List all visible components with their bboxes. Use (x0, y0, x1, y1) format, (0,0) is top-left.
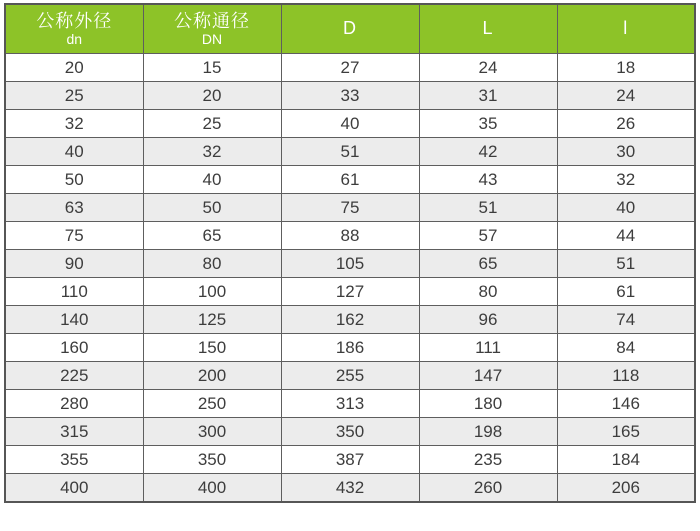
column-header-l (557, 4, 695, 54)
table-cell: 35 (419, 110, 557, 138)
table-row (5, 474, 695, 503)
table-cell: 300 (143, 418, 281, 446)
table-row (5, 166, 695, 194)
column-header-dn (5, 4, 143, 54)
table-cell: 96 (419, 306, 557, 334)
table-cell: 180 (419, 390, 557, 418)
table-cell: 313 (281, 390, 419, 418)
table-header (5, 4, 695, 54)
table-cell: 160 (5, 334, 143, 362)
column-header-D-label: D (343, 18, 357, 39)
table-row (5, 418, 695, 446)
table-cell: 75 (281, 194, 419, 222)
table-header-row (5, 4, 695, 54)
table-cell: 140 (5, 306, 143, 334)
table-cell: 33 (281, 82, 419, 110)
table-row (5, 138, 695, 166)
table-cell: 43 (419, 166, 557, 194)
table-cell: 200 (143, 362, 281, 390)
table-cell: 225 (5, 362, 143, 390)
table-row (5, 222, 695, 250)
table-cell: 44 (557, 222, 695, 250)
table-cell: 50 (143, 194, 281, 222)
table-cell: 387 (281, 446, 419, 474)
table-cell: 32 (143, 138, 281, 166)
table-cell: 51 (419, 194, 557, 222)
table-cell: 26 (557, 110, 695, 138)
table-cell: 24 (419, 54, 557, 82)
table-cell: 186 (281, 334, 419, 362)
table-cell: 198 (419, 418, 557, 446)
table-cell: 350 (281, 418, 419, 446)
table-cell: 63 (5, 194, 143, 222)
table-cell: 146 (557, 390, 695, 418)
table-cell: 165 (557, 418, 695, 446)
table-row (5, 250, 695, 278)
table-cell: 250 (143, 390, 281, 418)
table-cell: 350 (143, 446, 281, 474)
table-cell: 27 (281, 54, 419, 82)
table-row (5, 446, 695, 474)
table-body (5, 54, 695, 503)
table-cell: 32 (5, 110, 143, 138)
table-row (5, 110, 695, 138)
table-cell: 57 (419, 222, 557, 250)
table-cell: 100 (143, 278, 281, 306)
table-cell: 125 (143, 306, 281, 334)
table-cell: 40 (143, 166, 281, 194)
table-cell: 260 (419, 474, 557, 503)
table-cell: 65 (419, 250, 557, 278)
table-cell: 75 (5, 222, 143, 250)
table-cell: 31 (419, 82, 557, 110)
column-header-dn-sublabel: dn (66, 31, 83, 48)
table-cell: 147 (419, 362, 557, 390)
table-cell: 51 (557, 250, 695, 278)
column-header-D (281, 4, 419, 54)
column-header-L (419, 4, 557, 54)
table-cell: 111 (419, 334, 557, 362)
table-cell: 18 (557, 54, 695, 82)
table-cell: 400 (143, 474, 281, 503)
column-header-L-label: L (482, 18, 494, 39)
table-cell: 30 (557, 138, 695, 166)
table-cell: 80 (419, 278, 557, 306)
table-cell: 15 (143, 54, 281, 82)
table-cell: 50 (5, 166, 143, 194)
table-cell: 88 (281, 222, 419, 250)
table-cell: 118 (557, 362, 695, 390)
table-row (5, 362, 695, 390)
table-cell: 206 (557, 474, 695, 503)
table-cell: 280 (5, 390, 143, 418)
column-header-DN-sublabel: DN (201, 31, 223, 48)
table-cell: 84 (557, 334, 695, 362)
table-cell: 24 (557, 82, 695, 110)
table-cell: 110 (5, 278, 143, 306)
table-cell: 61 (281, 166, 419, 194)
column-header-DN-label: 公称通径 (174, 10, 250, 31)
column-header-l-label: l (623, 18, 629, 39)
table-cell: 65 (143, 222, 281, 250)
table-row (5, 194, 695, 222)
table-cell: 80 (143, 250, 281, 278)
table-cell: 235 (419, 446, 557, 474)
table-cell: 32 (557, 166, 695, 194)
table-cell: 42 (419, 138, 557, 166)
column-header-DN (143, 4, 281, 54)
column-header-dn-label: 公称外径 (36, 10, 113, 31)
table-cell: 61 (557, 278, 695, 306)
table-cell: 40 (5, 138, 143, 166)
table-row (5, 54, 695, 82)
table-cell: 355 (5, 446, 143, 474)
table-cell: 90 (5, 250, 143, 278)
table-cell: 432 (281, 474, 419, 503)
table-cell: 105 (281, 250, 419, 278)
table-row (5, 334, 695, 362)
table-row (5, 306, 695, 334)
table-cell: 184 (557, 446, 695, 474)
table-row (5, 390, 695, 418)
table-cell: 25 (143, 110, 281, 138)
table-cell: 20 (143, 82, 281, 110)
table-cell: 74 (557, 306, 695, 334)
table-row (5, 82, 695, 110)
table-cell: 400 (5, 474, 143, 503)
table-cell: 51 (281, 138, 419, 166)
pipe-dimension-table (4, 3, 696, 503)
table-cell: 25 (5, 82, 143, 110)
table-cell: 315 (5, 418, 143, 446)
table-cell: 127 (281, 278, 419, 306)
table-cell: 150 (143, 334, 281, 362)
table-cell: 40 (557, 194, 695, 222)
table-cell: 40 (281, 110, 419, 138)
table-row (5, 278, 695, 306)
table-cell: 162 (281, 306, 419, 334)
table-cell: 20 (5, 54, 143, 82)
table-cell: 255 (281, 362, 419, 390)
